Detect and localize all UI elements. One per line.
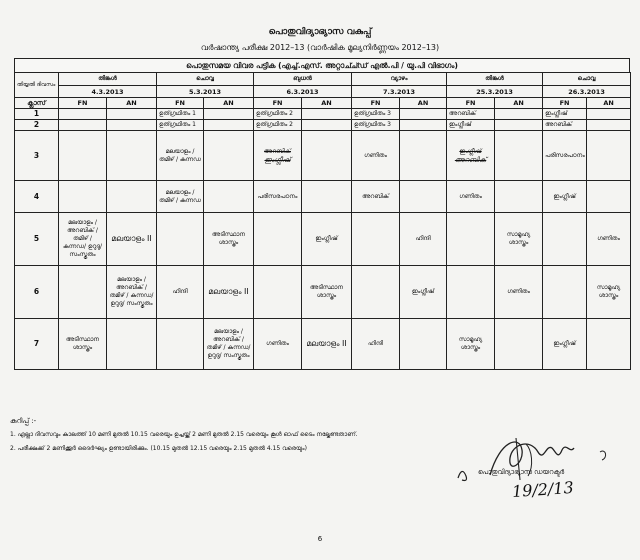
timetable-cell: ഇംഗ്ലീഷ് [400, 266, 447, 319]
an-header: AN [495, 98, 543, 109]
timetable-cell [107, 131, 157, 181]
timetable-cell: പരിസരപഠനം [543, 131, 587, 181]
timetable-cell [254, 213, 302, 266]
timetable-cell: അടിസ്ഥാന ശാസ്ത്രം [302, 266, 352, 319]
fn-header: FN [543, 98, 587, 109]
timetable-cell: പരിസരപഠനം [254, 181, 302, 213]
timetable-cell [400, 131, 447, 181]
timetable-cell: മലയാളം / തമിഴ് / കന്നഡ [157, 181, 204, 213]
table-row [15, 131, 631, 181]
table-row [15, 109, 631, 120]
timetable-cell [107, 120, 157, 131]
timetable-cell: ഇംഗ്ലീഷ് [543, 181, 587, 213]
timetable-cell [254, 266, 302, 319]
class-number: 3 [15, 131, 59, 181]
timetable-cell: അടിസ്ഥാന ശാസ്ത്രം [59, 319, 107, 370]
signature-designation: പൊതുവിദ്യാഭ്യാസ ഡയറക്ടർ [478, 468, 565, 476]
timetable-cell: മലയാളം II [204, 266, 254, 319]
timetable-cell [59, 109, 107, 120]
timetable-cell: മലയാളം II [302, 319, 352, 370]
table-row [15, 213, 631, 266]
timetable-cell [543, 213, 587, 266]
timetable-cell [587, 109, 631, 120]
timetable-cell: ഗണിതം [447, 181, 495, 213]
timetable-cell: ഇംഗ്ലീഷ് [302, 213, 352, 266]
timetable-cell [107, 109, 157, 120]
timetable-cell [204, 131, 254, 181]
date-header: 26.3.2013 [543, 86, 631, 98]
fn-header: FN [157, 98, 204, 109]
timetable-cell: ഉത്ഗ്രഥിതം 1 [157, 109, 204, 120]
class-number: 4 [15, 181, 59, 213]
timetable-cell [302, 109, 352, 120]
timetable-cell [495, 181, 543, 213]
class-label: ക്ലാസ് [15, 98, 59, 109]
timetable-cell: ഹിന്ദി [157, 266, 204, 319]
day-header: ചൊവ്വ [157, 73, 254, 86]
timetable-cell: മലയാളം II [107, 213, 157, 266]
corner-label: തിയ്യതി ദിവസം [15, 73, 59, 98]
timetable-cell [302, 131, 352, 181]
timetable-cell: മലയാളം / അറബിക് / തമിഴ് / കന്നഡ/ ഉറുദു/ സംസ്കൃതം [204, 319, 254, 370]
timetable-cell [352, 266, 400, 319]
timetable-cell [495, 109, 543, 120]
day-header: ചൊവ്വ [543, 73, 631, 86]
timetable-cell [204, 109, 254, 120]
timetable-cell: അറബിക് [352, 181, 400, 213]
timetable-cell: ഇംഗ്ലീഷ് [543, 319, 587, 370]
timetable-cell: സാമൂഹ്യ ശാസ്ത്രം [495, 213, 543, 266]
fn-header: FN [447, 98, 495, 109]
timetable-cell: ഉത്ഗ്രഥിതം 3 [352, 109, 400, 120]
timetable-cell: സാമൂഹ്യ ശാസ്ത്രം [587, 266, 631, 319]
class-number: 2 [15, 120, 59, 131]
table-row [15, 266, 631, 319]
timetable-cell: മലയാളം / അറബിക് / തമിഴ് / കന്നഡ/ ഉറുദു/ സംസ്കൃതം [59, 213, 107, 266]
timetable-cell [157, 319, 204, 370]
timetable-cell: ഗണിതം [587, 213, 631, 266]
timetable-cell: അടിസ്ഥാന ശാസ്ത്രം [204, 213, 254, 266]
department-title: പൊതുവിദ്യാഭ്യാസ വകുപ്പ് [268, 27, 372, 37]
timetable-cell [400, 120, 447, 131]
an-header: AN [587, 98, 631, 109]
timetable-cell [59, 131, 107, 181]
timetable-cell: ഗണിതം [495, 266, 543, 319]
timetable-cell [107, 181, 157, 213]
page-number: 6 [317, 535, 323, 543]
table-row [15, 181, 631, 213]
date-header: 5.3.2013 [157, 86, 254, 98]
timetable-cell: മലയാളം / അറബിക് / തമിഴ് / കന്നഡ/ ഉറുദു/ സംസ്കൃതം [107, 266, 157, 319]
timetable-grid [14, 72, 631, 370]
timetable-cell [495, 120, 543, 131]
timetable-cell [352, 213, 400, 266]
class-number: 7 [15, 319, 59, 370]
note-item: 1. എല്ലാ ദിവസവും കാലത്ത് 10 മണി മുതൽ 10.15 വരെയും ഉച്ചയ്ക്ക് 2 മണി മുതൽ 2.15 വരെയും കൂൾ ഓഫ് ടൈം നല്കേണ്ടതാണ്. [10, 431, 358, 438]
class-number: 6 [15, 266, 59, 319]
timetable-cell [587, 319, 631, 370]
timetable-cell: ഇംഗ്ലീഷ് [447, 120, 495, 131]
timetable-cell [59, 181, 107, 213]
table-caption: പൊതുസമയ വിവര പട്ടിക (എച്ച്.എസ്. അറ്റാച്ച്ഡ് എൽ.പി / യു.പി വിഭാഗം) [14, 58, 630, 72]
timetable-cell: ഹിന്ദി [400, 213, 447, 266]
timetable-cell: ഉത്ഗ്രഥിതം 1 [157, 120, 204, 131]
timetable [14, 58, 630, 370]
date-header: 4.3.2013 [59, 86, 157, 98]
date-header: 6.3.2013 [254, 86, 352, 98]
table-row [15, 120, 631, 131]
an-header: AN [204, 98, 254, 109]
an-header: AN [107, 98, 157, 109]
timetable-cell: ഇംഗ്ലീഷ് [543, 109, 587, 120]
fn-header: FN [254, 98, 302, 109]
timetable-cell: ഉത്ഗ്രഥിതം 2 [254, 120, 302, 131]
timetable-cell: ഹിന്ദി [352, 319, 400, 370]
timetable-cell: അറബിക് ഇംഗ്ലീഷ് [254, 131, 302, 181]
day-header: തിങ്കൾ [59, 73, 157, 86]
class-number: 1 [15, 109, 59, 120]
timetable-cell [400, 109, 447, 120]
date-header: 7.3.2013 [352, 86, 447, 98]
timetable-cell [447, 213, 495, 266]
timetable-cell: അറബിക് [447, 109, 495, 120]
an-header: AN [400, 98, 447, 109]
fn-header: FN [59, 98, 107, 109]
class-number: 5 [15, 213, 59, 266]
timetable-cell [204, 181, 254, 213]
note-item: 2. പരീക്ഷക്ക് 2 മണിക്കൂർ ദൈർഘ്യം ഉണ്ടായിരിക്കും. (10.15 മുതൽ 12.15 വരെയും 2.15 മുതൽ 4.15 വരെയും) [10, 445, 307, 452]
an-header: AN [302, 98, 352, 109]
handwritten-correction: അറബിക് [454, 155, 487, 164]
timetable-cell [587, 131, 631, 181]
exam-subtitle: വർഷാന്ത്യ പരീക്ഷ 2012–13 (വാർഷിക മൂല്യനിർണ്ണയം 2012–13) [200, 43, 440, 52]
day-header: തിങ്കൾ [447, 73, 543, 86]
timetable-cell [107, 319, 157, 370]
timetable-cell: ഉത്ഗ്രഥിതം 2 [254, 109, 302, 120]
timetable-cell: ഗണിതം [352, 131, 400, 181]
table-row [15, 319, 631, 370]
timetable-cell [495, 319, 543, 370]
timetable-cell [302, 181, 352, 213]
timetable-cell: മലയാളം / തമിഴ് / കന്നഡ [157, 131, 204, 181]
timetable-cell [400, 319, 447, 370]
timetable-cell: സാമൂഹ്യ ശാസ്ത്രം [447, 319, 495, 370]
timetable-cell [587, 181, 631, 213]
timetable-cell: ഉത്ഗ്രഥിതം 3 [352, 120, 400, 131]
timetable-cell [495, 131, 543, 181]
timetable-cell [59, 120, 107, 131]
timetable-cell: അറബിക് [543, 120, 587, 131]
timetable-cell: ഇംഗ്ലീഷ് അറബിക് [447, 131, 495, 181]
signature-date: 19/2/13 [511, 477, 575, 502]
timetable-cell [204, 120, 254, 131]
timetable-cell [400, 181, 447, 213]
timetable-cell [587, 120, 631, 131]
timetable-cell [302, 120, 352, 131]
timetable-cell: ഗണിതം [254, 319, 302, 370]
timetable-cell [543, 266, 587, 319]
fn-header: FN [352, 98, 400, 109]
notes-title: കുറിപ്പ് :- [10, 417, 37, 425]
timetable-cell [447, 266, 495, 319]
timetable-cell [157, 213, 204, 266]
day-header: ബുധൻ [254, 73, 352, 86]
timetable-cell [59, 266, 107, 319]
handwritten-correction: ഇംഗ്ലീഷ് [264, 155, 291, 164]
date-header: 25.3.2013 [447, 86, 543, 98]
day-header: വ്യാഴം [352, 73, 447, 86]
